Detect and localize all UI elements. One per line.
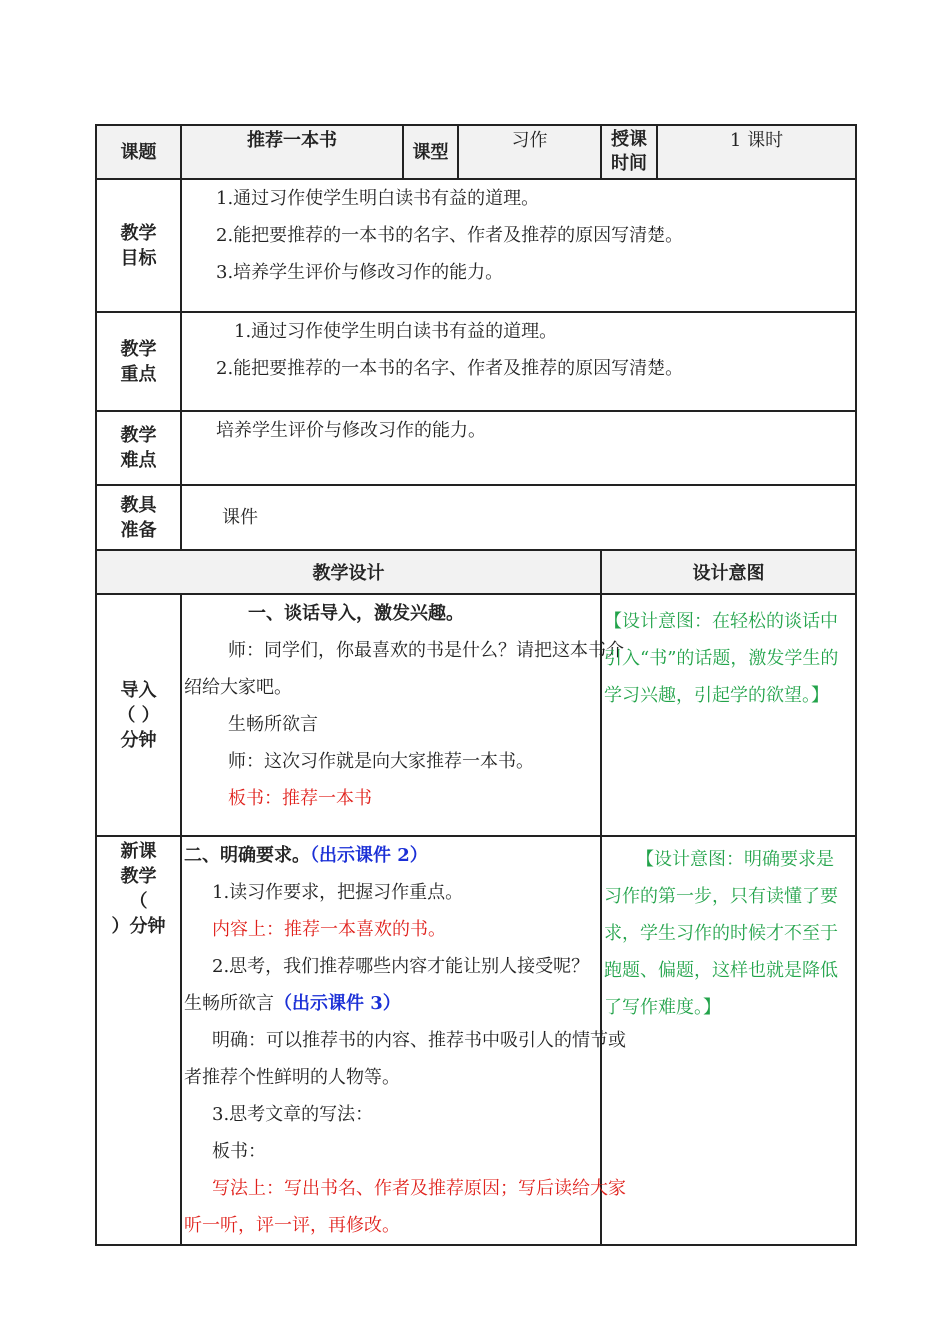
- intro-board: 板书：推荐一本书: [228, 788, 372, 809]
- goal-item: 3.培养学生评价与修改习作的能力。: [216, 262, 504, 283]
- tools-text: 课件: [222, 507, 258, 528]
- design-header-row: [96, 550, 856, 594]
- goal-item: 2.能把要推荐的一本书的名字、作者及推荐的原因写清楚。: [216, 225, 684, 246]
- new-lesson-label-line: （: [129, 891, 148, 912]
- topic-value: 推荐一本书: [181, 125, 403, 179]
- lesson-plan: [95, 124, 855, 1246]
- key-points-label: 教学 重点: [96, 312, 181, 411]
- design-head-right: 设计意图: [601, 550, 856, 594]
- intro-heading: 一、谈话导入，激发兴趣。: [248, 603, 464, 624]
- time-value: 1 课时: [657, 125, 856, 179]
- intro-row: [96, 594, 856, 836]
- new-lesson-student: 生畅所欲言: [184, 993, 274, 1014]
- intro-text: 师：这次习作就是向大家推荐一本书。: [228, 751, 534, 772]
- difficulties-content: [181, 411, 856, 485]
- intro-label-line: （ ）: [117, 704, 160, 726]
- new-lesson-student-line: [184, 985, 600, 1022]
- new-lesson-label-line: 新课: [120, 841, 157, 862]
- type-label: 课型: [403, 125, 458, 179]
- intro-text: 生畅所欲言: [228, 714, 318, 735]
- new-lesson-label: [96, 836, 181, 1245]
- key-point-item: 1.通过习作使学生明白读书有益的道理。: [234, 321, 558, 342]
- time-label: 授课 时间: [601, 125, 657, 179]
- key-points-content: [181, 312, 856, 411]
- new-lesson-intent: 【设计意图：明确要求是习作的第一步，只有读懂了要求，学生习作的时候才不至于跑题、偏题，这样也就是降低了写作难度。】: [604, 849, 838, 1018]
- new-lesson-text: 明确：可以推荐书的内容、推荐书中吸引人的情节或: [212, 1030, 626, 1051]
- header-row: [96, 125, 856, 179]
- key-point-item: 2.能把要推荐的一本书的名字、作者及推荐的原因写清楚。: [216, 358, 684, 379]
- new-lesson-row: [96, 836, 856, 1245]
- intro-text: 师：同学们，你最喜欢的书是什么？请把这本书介: [228, 640, 624, 661]
- goals-row: [96, 179, 856, 312]
- intro-label-line: 分钟: [120, 729, 157, 751]
- new-lesson-method: 听一听，评一评，再修改。: [184, 1215, 400, 1236]
- courseware-ref: （出示课件 2）: [310, 845, 428, 866]
- goals-label: 教学 目标: [96, 179, 181, 312]
- difficulties-label: 教学 难点: [96, 411, 181, 485]
- goals-content: [181, 179, 856, 312]
- goal-item: 1.通过习作使学生明白读书有益的道理。: [216, 188, 540, 209]
- tools-row: [96, 485, 856, 550]
- new-lesson-heading-line: [184, 837, 600, 874]
- new-lesson-content: [181, 836, 626, 1245]
- new-lesson-content-req: 内容上：推荐一本喜欢的书。: [212, 919, 446, 940]
- new-lesson-label-line: 教学: [120, 866, 157, 887]
- type-value: 习作: [458, 125, 601, 179]
- intro-label-line: 导入: [120, 679, 157, 701]
- intro-label: [96, 594, 181, 836]
- difficulties-row: [96, 411, 856, 485]
- new-lesson-text: 1.读习作要求，把握习作重点。: [212, 882, 464, 903]
- new-lesson-text: 3.思考文章的写法：: [212, 1104, 374, 1125]
- intro-intent: 【设计意图：在轻松的谈话中引入“书”的话题，激发学生的学习兴趣，引起学的欲望。】: [604, 611, 839, 706]
- intro-text: 绍给大家吧。: [184, 677, 292, 698]
- new-lesson-text: 2.思考，我们推荐哪些内容才能让别人接受呢？: [212, 956, 590, 977]
- tools-label: 教具 准备: [96, 485, 181, 550]
- new-lesson-method: 写法上：写出书名、作者及推荐原因；写后读给大家: [212, 1178, 626, 1199]
- intro-content: [181, 594, 624, 836]
- intro-intent-cell: [601, 594, 856, 836]
- new-lesson-board: 板书：: [212, 1141, 266, 1162]
- new-lesson-text: 者推荐个性鲜明的人物等。: [184, 1067, 400, 1088]
- new-lesson-heading: 二、明确要求。: [184, 845, 310, 866]
- topic-label: 课题: [96, 125, 181, 179]
- tools-content: [181, 485, 856, 550]
- lesson-table: [95, 124, 857, 1246]
- courseware-ref: （出示课件 3）: [274, 993, 401, 1014]
- new-lesson-label-line: ）分钟: [111, 916, 166, 937]
- key-points-row: [96, 312, 856, 411]
- new-lesson-intent-cell: [601, 836, 856, 1245]
- difficulties-text: 培养学生评价与修改习作的能力。: [216, 420, 486, 441]
- design-head-left: 教学设计: [96, 550, 601, 594]
